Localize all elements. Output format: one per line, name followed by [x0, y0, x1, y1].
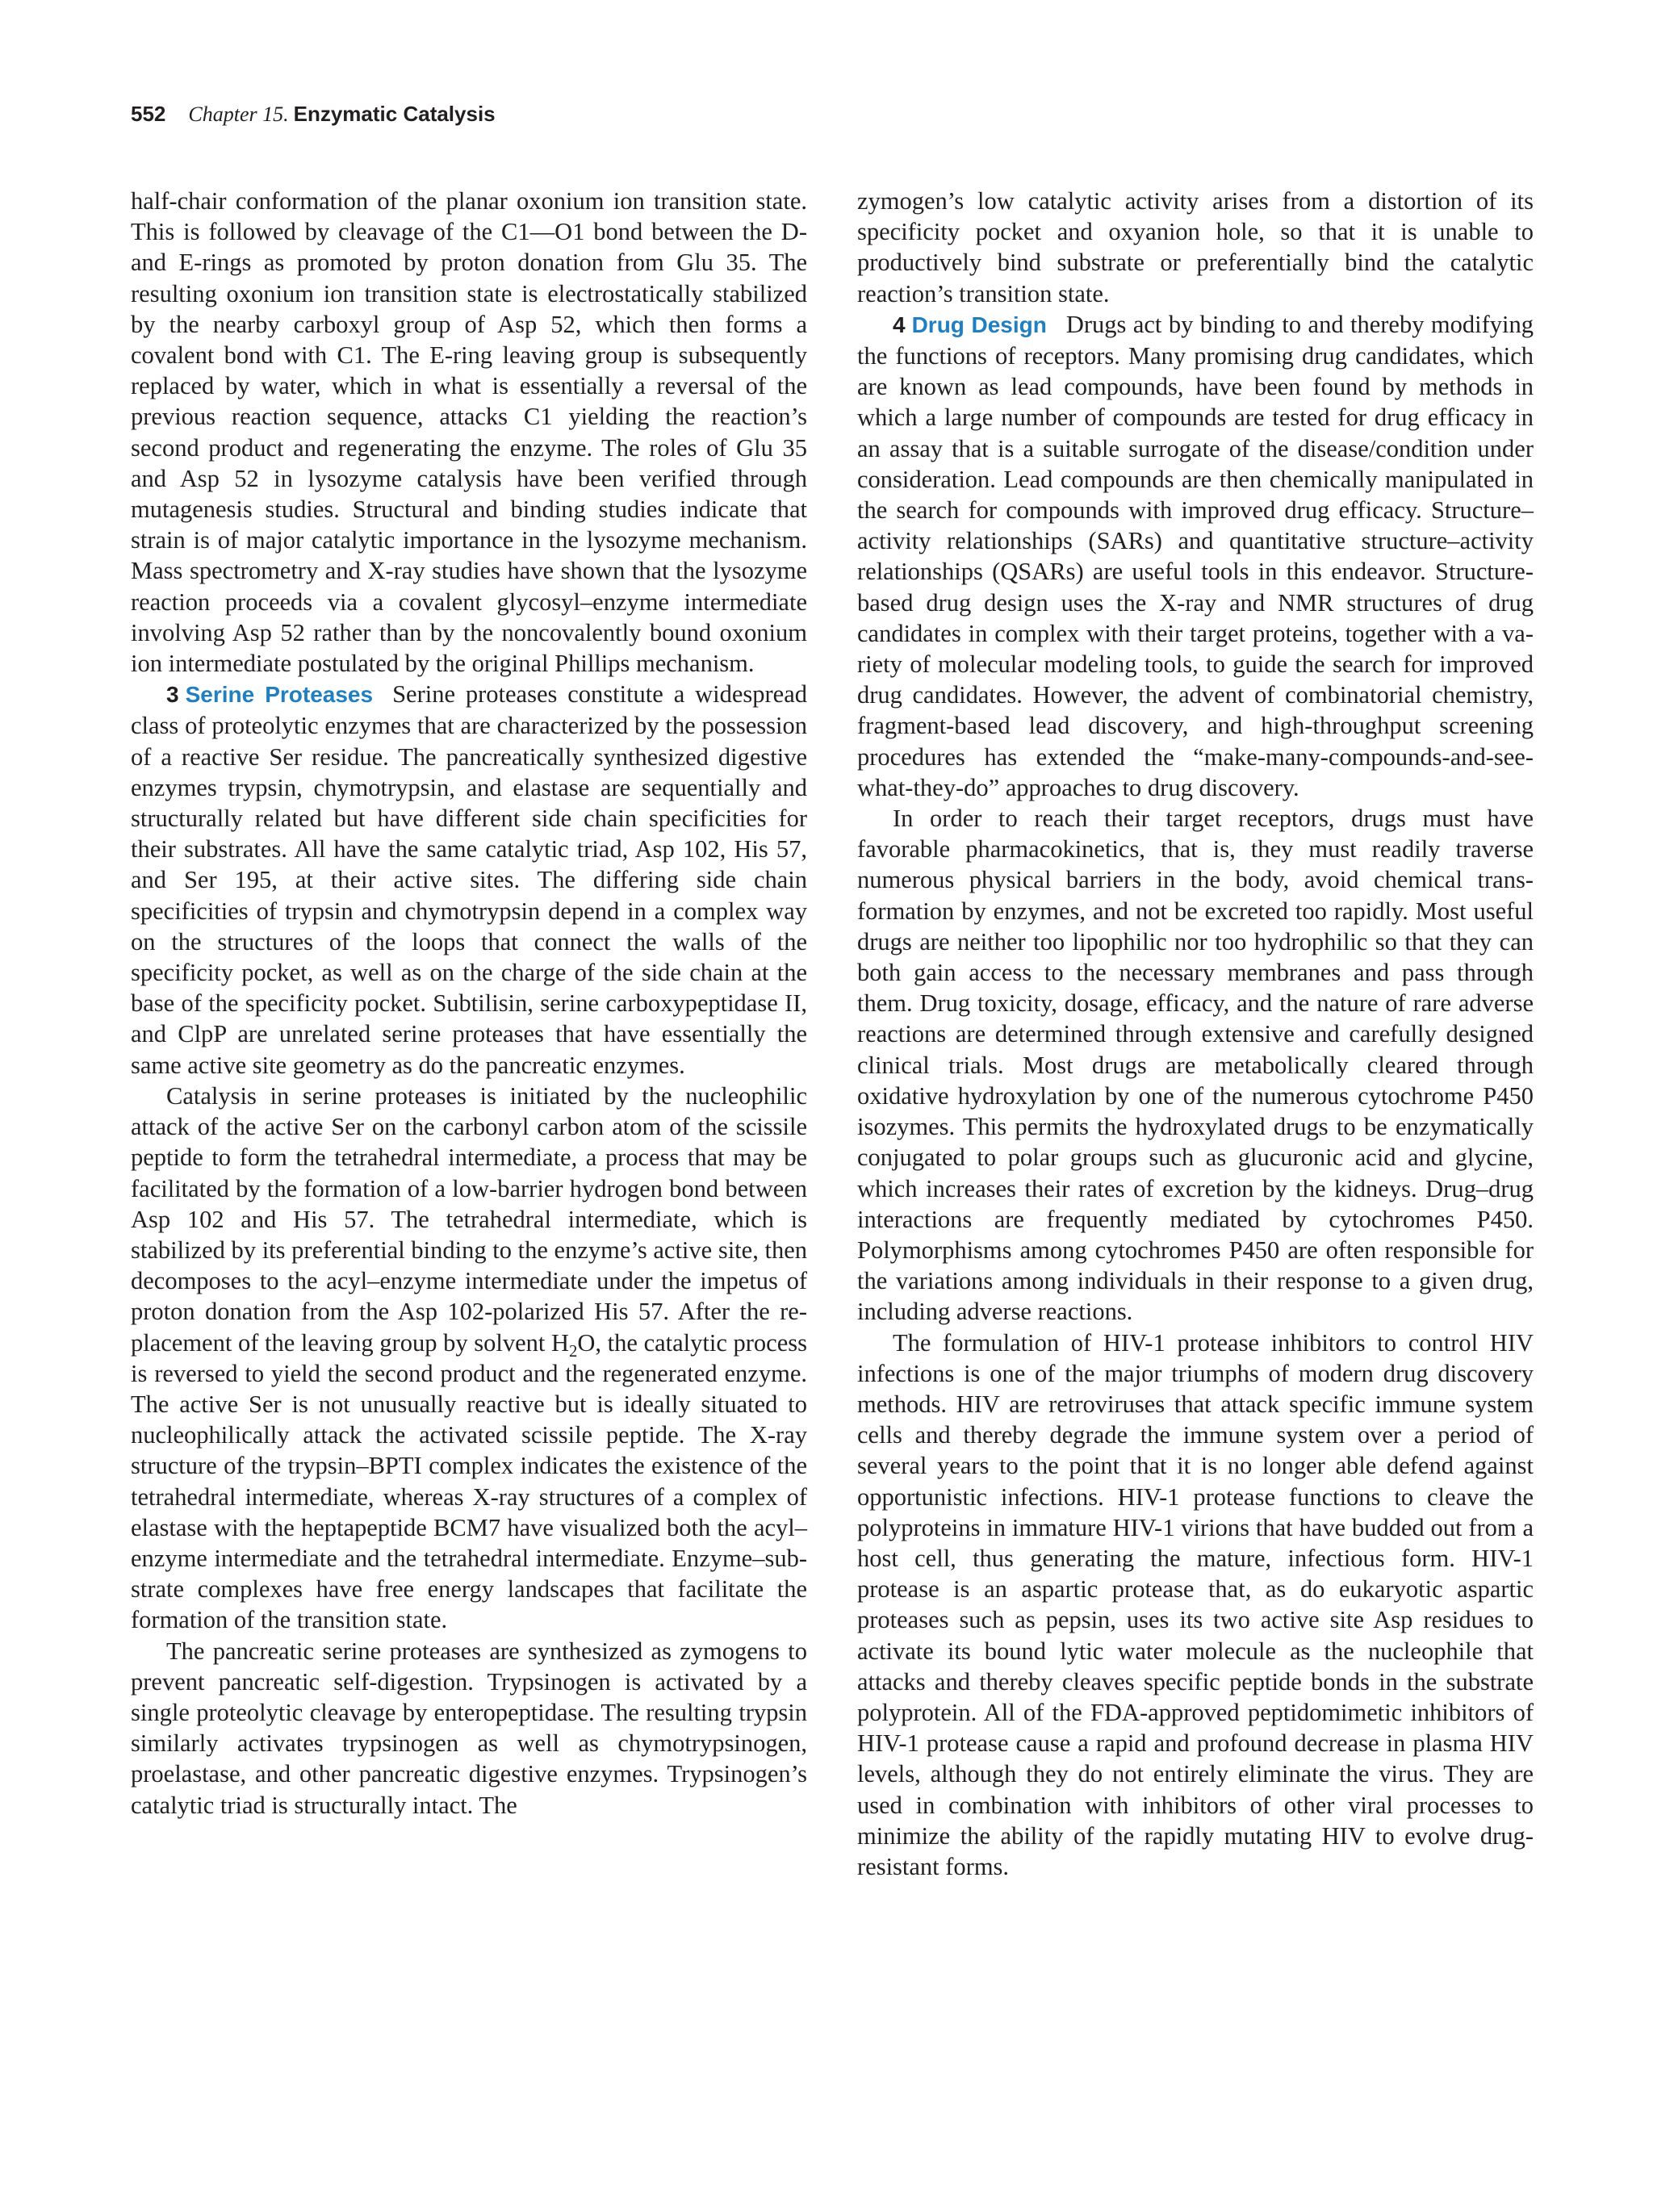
subscript: 2	[569, 1342, 578, 1361]
chapter-title: Enzymatic Catalysis	[293, 102, 496, 126]
paragraph-serine-catalysis	[131, 1081, 807, 1636]
paragraph-text: O, the catalytic process is reversed to yield the second product and the regenerated enzyme. The active Ser is not unusually reactive but is ideally situated to nucleophilically attack the activated scissile peptide. The X-ray structure of the trypsin–BPTI complex indicates the existence of the tetrahedral intermediate, whereas X-ray structures of a complex of elastase with the heptapeptide BCM7 have visualized both the acyl–enzyme intermediate and the tetrahedral intermediate. Enzyme–substrate complexes have free energy landscapes that facilitate the formation of the transition state.	[131, 1328, 807, 1634]
paragraph-zymogen-continued: zymogen’s low catalytic activity arises from a distortion of its specificity pocket and oxyanion hole, so that it is unable to productively bind substrate or preferentially bind the catalytic reaction’s transition state.	[857, 187, 1534, 307]
section-title: Serine Proteases	[185, 682, 374, 708]
left-column	[131, 186, 807, 1821]
section-body: Drugs act by binding to and thereby modifying the functions of receptors. Many promising drug candidates, which are known as lead compounds, have been found by methods in which a large number of compounds are tested for drug efficacy in an assay that is a suitable surrogate of the disease/condition under consideration. Lead compounds are then chemically manipulated in the search for compounds with improved drug efficacy. Structure–activity relationships (SARs) and quantitative structure–activity relationships (QSARs) are useful tools in this endeavor. Structure-based drug design uses the X-ray and NMR structures of drug candidates in complex with their target proteins, together with a variety of molecular modeling tools, to guide the search for improved drug candidates. However, the advent of combinatorial chemistry, fragment-based lead discovery, and high-throughput screening procedures has extended the “make-many-compounds-and-see-what-they-do” approaches to drug discovery.	[857, 310, 1534, 801]
paragraph-text: Catalysis in serine proteases is initiated by the nucleophilic attack of the active Ser on the carbonyl carbon atom of the scissile peptide to form the tetrahedral intermediate, a process that may be facilitated by the formation of a low-barrier hydrogen bond between Asp 102 and His 57. The tetrahedral intermediate, which is stabilized by its preferential binding to the enzyme’s active site, then decomposes to the acyl–enzyme intermediate under the impetus of proton donation from the Asp 102-polarized His 57. After the replacement of the leaving group by solvent H	[131, 1081, 807, 1357]
section-title: Drug Design	[911, 312, 1047, 337]
paragraph-zymogens: The pancreatic serine proteases are synthesized as zymogens to prevent pancreatic self-digestion. Trypsinogen is activated by a single proteolytic cleavage by enteropeptidase. The resulting trypsin similarly activates trypsinogen as well as chymotrypsinogen, proelastase, and other pancreatic digestive enzymes. Trypsinogen’s catalytic triad is structurally intact. The	[131, 1637, 807, 1819]
paragraph-lysozyme-continued: half-chair conformation of the planar oxonium ion transition state. This is followed by cleavage of the C1—O1 bond between the D- and E-rings as promoted by proton donation from Glu 35. The resulting oxonium ion transition state is electrostatically stabilized by the nearby carboxyl group of Asp 52, which then forms a covalent bond with C1. The E-ring leaving group is subsequently replaced by water, which in what is essentially a reversal of the previous reaction sequence, attacks C1 yielding the reaction’s second product and regenerating the enzyme. The roles of Glu 35 and Asp 52 in lysozyme catalysis have been verified through mutagenesis studies. Structural and binding studies indicate that strain is of major catalytic importance in the lysozyme mechanism. Mass spectrometry and X-ray studies have shown that the lysozyme reaction proceeds via a covalent glycosyl–enzyme intermediate involving Asp 52 rather than by the noncovalently bound oxonium ion intermediate postulated by the original Phillips mechanism.	[131, 187, 807, 678]
section-heading-drug-design	[893, 312, 1066, 337]
chapter-label: Chapter 15.	[188, 102, 289, 126]
paragraph-pharmacokinetics: In order to reach their target receptors, drugs must have favorable pharmacokinetics, that is, they must readily traverse numerous physical barriers in the body, avoid chemical transformation by enzymes, and not be excreted too rapidly. Most useful drugs are neither too lipophilic nor too hydrophilic so that they can both gain access to the necessary membranes and pass through them. Drug toxicity, dosage, efficacy, and the nature of rare adverse reactions are determined through extensive and carefully designed clinical trials. Most drugs are metabolically cleared through oxidative hydroxylation by one of the numerous cytochrome P450 isozymes. This permits the hydroxylated drugs to be enzymatically conjugated to polar groups such as glucuronic acid and glycine, which increases their rates of excretion by the kidneys. Drug–drug interactions are frequently mediated by cytochromes P450. Polymorphisms among cytochromes P450 are often responsible for the variations among individuals in their response to a given drug, including adverse reactions.	[857, 805, 1534, 1326]
running-header	[131, 102, 496, 127]
page-number: 552	[131, 102, 166, 126]
section-number: 4	[893, 312, 906, 337]
section-number: 3	[166, 682, 179, 708]
right-column	[857, 186, 1534, 1882]
section-serine-proteases	[131, 679, 807, 1081]
section-heading-serine-proteases	[166, 682, 392, 707]
section-body: Serine proteases constitute a widespread class of proteolytic enzymes that are characterized by the possession of a reactive Ser residue. The pancreatically synthesized digestive enzymes trypsin, chymotrypsin, and elastase are sequentially and structurally related but have different side chain specificities for their substrates. All have the same catalytic triad, Asp 102, His 57, and Ser 195, at their active sites. The differing side chain specificities of trypsin and chymotrypsin depend in a complex way on the structures of the loops that connect the walls of the specificity pocket, as well as on the charge of the side chain at the base of the specificity pocket. Subtilisin, serine carboxypeptidase II, and ClpP are unrelated serine proteases that have essentially the same active site geometry as do the pancreatic enzymes.	[131, 680, 807, 1079]
paragraph-hiv-protease: The formulation of HIV-1 protease inhibitors to control HIV infections is one of the major triumphs of modern drug discovery methods. HIV are retroviruses that attack specific immune system cells and thereby degrade the immune system over a period of several years to the point that it is no longer able defend against opportunistic infections. HIV-1 protease functions to cleave the polyproteins in immature HIV-1 virions that have budded out from a host cell, thus generating the mature, infectious form. HIV-1 protease is an aspartic protease that, as do eukaryotic aspartic proteases such as pepsin, uses its two active site Asp residues to activate its bound lytic water molecule as the nucleophile that attacks and thereby cleaves specific peptide bonds in the substrate polyprotein. All of the FDA-approved peptidomimetic inhibitors of HIV-1 protease cause a rapid and profound decrease in plasma HIV levels, although they do not entirely eliminate the virus. They are used in combination with inhibitors of other viral processes to minimize the ability of the rapidly mutating HIV to evolve drug-resistant forms.	[857, 1328, 1534, 1880]
section-drug-design	[857, 309, 1534, 803]
